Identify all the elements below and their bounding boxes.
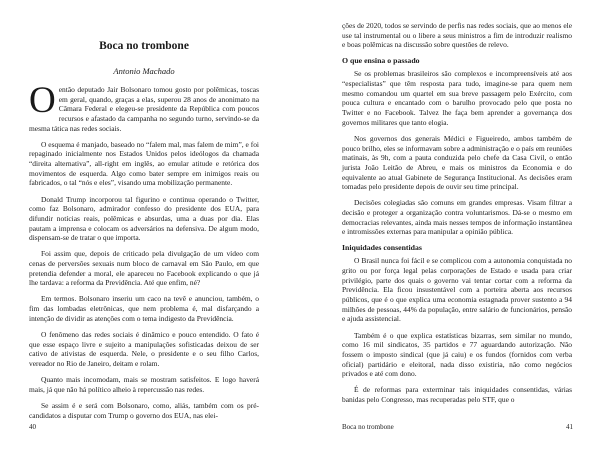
paragraph: O Brasil nunca foi fácil e se complicou com a autonomia conquistada no grito ou por força legal pelas corporações de Estado e usada para criar privilégio, parte dos quais o governo vai tentar cortar com a reforma da Previdência. Ela ficou insustentável com a porteira aberta aos recursos públicos, que é o que explica uma economia estagnada prover sustento a 94 milhões de pessoas, 44% da população, entre salário de funcionários, pensão e ajuda assistencial.: [342, 256, 572, 324]
paragraph: Nos governos dos generais Médici e Figueiredo, ambos também de pouco brilho, eles se informavam sobre a administração e o país em reuniões matinais, às 9h, com a pauta conduzida pelo chefe da Casa Civil, o então jurista João Leitão de Abreu, e mais os ministros da Economia e do equivalente ao atual Gabinete de Segurança Institucional. As decisões eram tomadas pelo presidente depois de ouvir seu time principal.: [342, 133, 572, 192]
article-title: Boca no trombone: [99, 40, 189, 52]
page-number: 40: [29, 423, 36, 431]
paragraph: Decisões colegiadas são comuns em grandes empresas. Visam filtrar a decisão e proteger a organização contra voluntarismos. Dá-se o mesmo em democracias relevantes, ainda mais nesses tempos de informação instantânea e intromissões externas para manipular a opinião pública.: [342, 198, 572, 237]
paragraph: Em termos. Bolsonaro inseriu um caco na tevê e anunciou, também, o fim das lombadas eletrônicas, que nem problema é, mal disfarçando a intenção de dividir as atenções com o tema indigesto da Previdência.: [29, 294, 259, 323]
paragraph: [29, 80, 259, 133]
paragraph: Donald Trump incorporou tal figurino e continua operando o Twitter, como faz Bolsonaro, admirador confesso do presidente dos EUA, para difundir notícias reais, polêmicas e absurdas, uma a duas por dia. Elas pautam a imprensa e colocam os adversários na defensiva. De algum modo, dispensam-se de tratar o que importa.: [29, 194, 259, 243]
running-footer-title: Boca no trombone: [342, 423, 394, 431]
section-heading: O que ensina o passado: [342, 56, 420, 66]
paragraph: Também é o que explica estatísticas bizarras, sem similar no mundo, como 16 mil sindicatos, 35 partidos e 77 aguardando autorização. Não fossem o imposto sindical (que já caiu) e os fundos (fornidos com verba oficial) partidário e eleitoral, nada disso existiria, não como negócios privados e até com dono.: [342, 330, 572, 379]
paragraph: Se assim é e será com Bolsonaro, como, aliás, também com os pré-candidatos a disputar com Trump o governo dos EUA, nas elei-: [29, 400, 259, 420]
right-text-column: [342, 21, 572, 411]
paragraph: É de reformas para exterminar tais iniquidades consentidas, várias banidas pelo Congresso, mas recuperadas pelo STF, que o: [342, 385, 572, 404]
paragraph: ções de 2020, todos se servindo de perfis nas redes sociais, que ao menos ele use tal instrumental ou o libere a seus ministros a fim de introduzir realismo e boas polêmicas na discussão sobre questões de relevo.: [342, 21, 572, 50]
article-author: Antonio Machado: [113, 66, 175, 76]
section-heading: Iniquidades consentidas: [342, 243, 422, 253]
paragraph: Foi assim que, depois de criticado pela divulgação de um vídeo com cenas de perversões sexuais num bloco de carnaval em São Paulo, em que pretendia defender a moral, ele apareceu no Facebook explicando o que já lhe tardava: a reforma da Previdência. Até que enfim, né?: [29, 249, 259, 288]
right-page: [300, 0, 600, 453]
paragraph-text: então deputado Jair Bolsonaro tomou gosto por polêmicas, toscas em geral, quando, graças a elas, superou 28 anos de anonimato na Câmara Federal e elegeu-se presidente da República com poucos recursos e afastado da campanha no segundo turno, servindo-se da mesma tática nas redes sociais.: [29, 85, 259, 133]
page-number: 41: [566, 423, 573, 431]
paragraph: Quanto mais incomodam, mais se mostram satisfeitos. E logo haverá mais, já que não há político alheio à repercussão nas redes.: [29, 375, 259, 394]
paragraph: O esquema é manjado, baseado no “falem mal, mas falem de mim”, e foi repaginado inicialmente nos Estados Unidos pelos ideólogos da chamada “direita alternativa”, all-right em inglês, ao emular atitude e retórica dos movimentos de esquerda. Algo como bater sempre em inimigos reais ou fabricados, o tal “nós e eles”, visando uma mobilização permanente.: [29, 139, 259, 188]
left-text-column: [29, 80, 259, 427]
paragraph: O fenômeno das redes sociais é dinâmico e pouco entendido. O fato é que esse espaço livre e sujeito a manipulações sofisticadas deixou de ser cativo de ativistas de esquerda. Nele, o presidente e o seu filho Carlos, vereador no Rio de Janeiro, deitam e rolam.: [29, 329, 259, 368]
drop-cap: O: [29, 80, 56, 121]
paragraph: Se os problemas brasileiros são complexos e incompreensíveis até aos “especialistas” que têm resposta para tudo, imagine-se para quem nem mesmo comandou um quartel em sua breve passagem pelo Exército, com pouca cultura e encantado com o barulho provocado pelo que posta no Twitter e no Facebook. Talvez lhe faça bem aprender a governança dos governos militares que tanto elogia.: [342, 69, 572, 127]
